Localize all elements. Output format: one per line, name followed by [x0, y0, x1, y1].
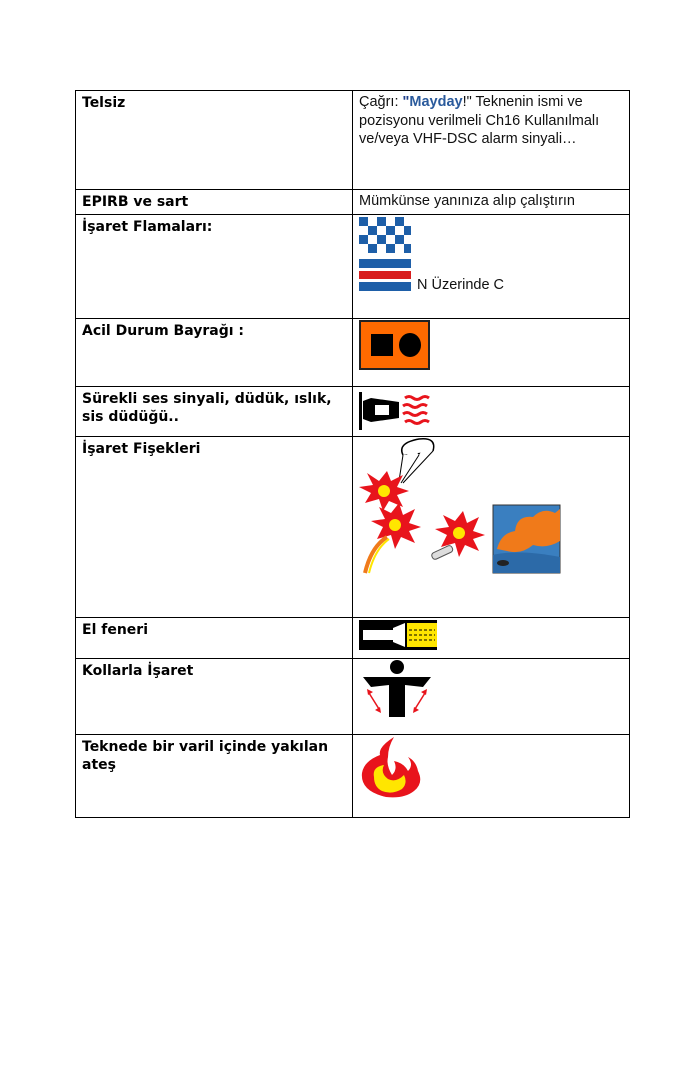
- row-label-cell: [76, 437, 353, 618]
- table-row: [76, 215, 630, 319]
- signal-flags-group: [353, 215, 629, 315]
- table-row: [76, 387, 630, 437]
- row-label-cell: [76, 91, 353, 190]
- row-label: Sürekli ses sinyali, düdük, ıslık, sis düdüğü..: [82, 391, 332, 425]
- foghorn-icon: [359, 388, 439, 434]
- row-label-cell: [76, 659, 353, 735]
- row-label-cell: [76, 319, 353, 387]
- table-row: [76, 319, 630, 387]
- desc-quote-open: ": [402, 94, 410, 110]
- arm-signal-icon: [359, 659, 439, 721]
- flag-caption: N Üzerinde C: [417, 277, 505, 293]
- table-row: [76, 190, 630, 215]
- row-desc-cell: [353, 91, 630, 190]
- row-label-cell: [76, 215, 353, 319]
- desc-quote-close: !": [462, 94, 472, 110]
- row-desc-cell: [353, 319, 630, 387]
- table-row: [76, 91, 630, 190]
- row-label: Telsiz: [82, 95, 126, 111]
- row-label: İşaret Flamaları:: [82, 219, 213, 235]
- distress-flag-icon: [359, 320, 439, 380]
- desc-rest: Teknenin ismi ve pozisyonu verilmeli Ch16 Kullanılmalı ve/veya VHF-DSC alarm sinyali…: [359, 94, 600, 147]
- row-desc-cell: [353, 735, 630, 818]
- table-row: [76, 735, 630, 818]
- fire-icon: [358, 735, 428, 801]
- row-desc-cell: [353, 387, 630, 437]
- row-description: [353, 91, 629, 151]
- row-label: El feneri: [82, 622, 148, 638]
- row-label-cell: [76, 735, 353, 818]
- row-label-cell: [76, 190, 353, 215]
- mayday-keyword: Mayday: [409, 94, 463, 110]
- flashlight-icon: [359, 618, 439, 652]
- desc-prefix: Çağrı:: [359, 94, 403, 110]
- row-description: Mümkünse yanınıza alıp çalıştırın: [359, 193, 575, 209]
- table-row: [76, 618, 630, 659]
- row-label: İşaret Fişekleri: [82, 441, 201, 457]
- row-desc-cell: [353, 618, 630, 659]
- table-row: [76, 659, 630, 735]
- row-label: Kollarla İşaret: [82, 663, 194, 679]
- row-desc-cell: [353, 659, 630, 735]
- table-row: [76, 437, 630, 618]
- row-label-cell: [76, 387, 353, 437]
- row-label-cell: [76, 618, 353, 659]
- row-label: Teknede bir varil içinde yakılan ateş: [82, 739, 329, 773]
- row-label: Acil Durum Bayrağı :: [82, 323, 244, 339]
- distress-signals-table: [75, 90, 630, 818]
- row-desc-cell: [353, 437, 630, 618]
- row-label: EPIRB ve sart: [82, 194, 189, 210]
- row-desc-cell: [353, 190, 630, 215]
- signal-flags-icon: [359, 217, 419, 297]
- flares-icon: [357, 437, 572, 577]
- row-desc-cell: [353, 215, 630, 319]
